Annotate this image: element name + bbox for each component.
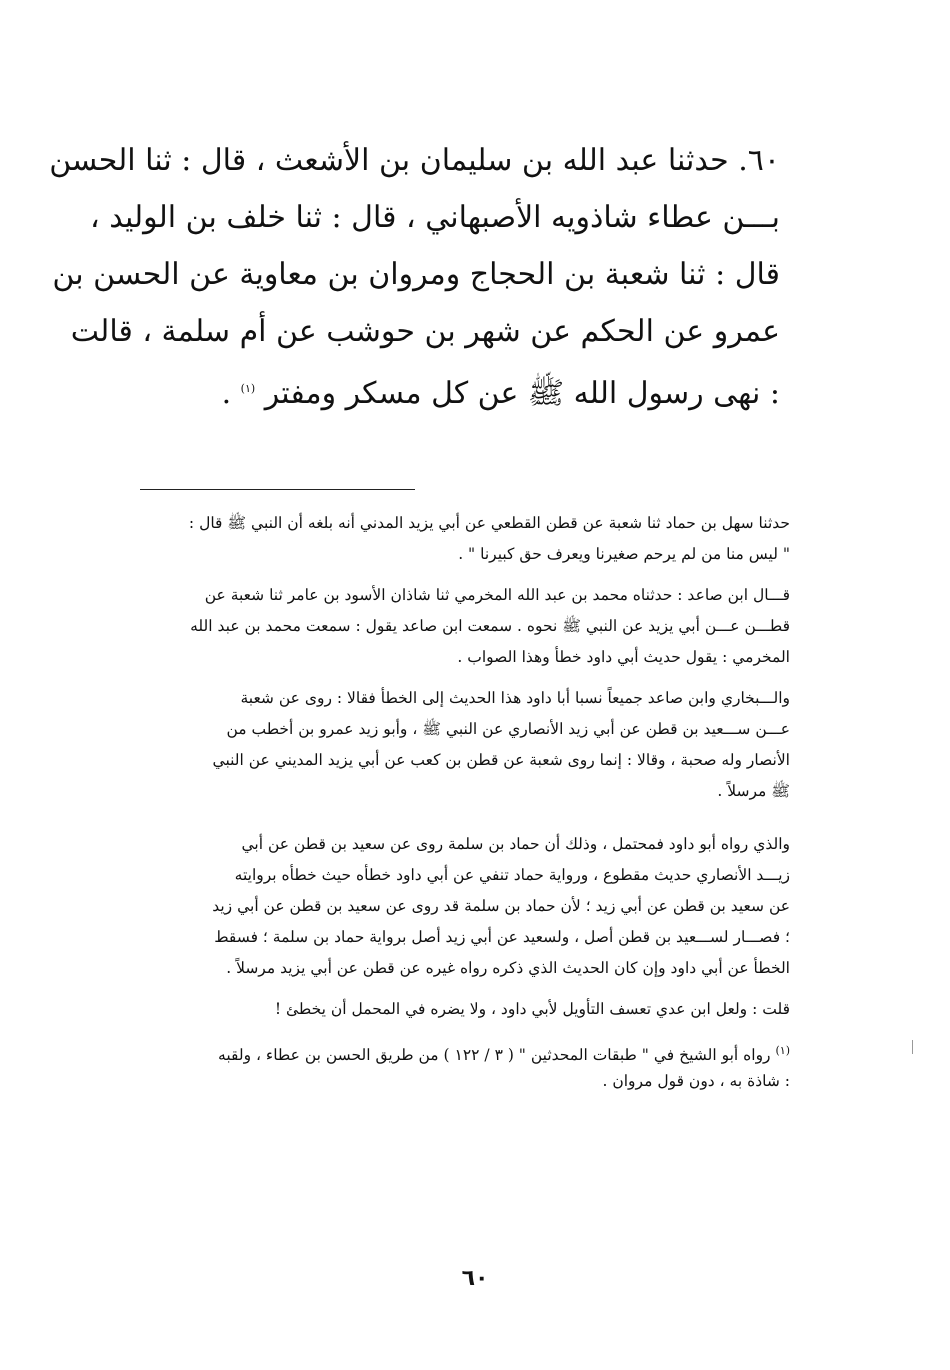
footnote-marker: (١) bbox=[775, 1044, 790, 1057]
note-line: والـــبخاري وابن صاعد جميعاً نسبا أبا داود هذا الحديث إلى الخطأ فقالا : روى عن شعبة bbox=[240, 689, 790, 707]
page-number: ٦٠ bbox=[461, 1266, 489, 1291]
note-paragraph-3 bbox=[130, 683, 790, 807]
footnotes bbox=[130, 508, 790, 1107]
note-line: حدثنا سهل بن حماد ثنا شعبة عن قطن القطعي عن أبي يزيد المدني أنه بلغه أن النبي ﷺ قال : bbox=[188, 514, 790, 532]
main-line-4: عمرو عن الحكم عن شهر بن حوشب عن أم سلمة ، قالت bbox=[70, 314, 780, 349]
main-line-5-text: : نهى رسول الله ﷺ عن كل مسكر ومفتر bbox=[264, 376, 780, 411]
note-paragraph-2 bbox=[130, 580, 790, 673]
note-line: المخرمي : يقول حديث أبي داود خطأ وهذا الصواب . bbox=[457, 648, 790, 666]
note-line: الأنصار وله صحبة ، وقالا : إنما روى شعبة عن قطن بن كعب عن أبي يزيد المديني عن النبي bbox=[212, 751, 790, 769]
note-line: والذي رواه أبو داود فمحتمل ، وذلك أن حماد بن سلمة روى عن سعيد بن قطن عن أبي bbox=[241, 835, 790, 853]
note-paragraph-1 bbox=[130, 508, 790, 570]
main-line-3: قال : ثنا شعبة بن الحجاج ومروان بن معاوية عن الحسن بن bbox=[52, 257, 780, 292]
hadith-text bbox=[49, 132, 780, 417]
main-line-1: ٦٠. حدثنا عبد الله بن سليمان بن الأشعث ، قال : ثنا الحسن bbox=[49, 143, 780, 178]
note-line: قلت : ولعل ابن عدي تعسف التأويل لأبي داود ، ولا يضره في المحمل أن يخطئ ! bbox=[274, 1000, 790, 1018]
note-line: " ليس منا من لم يرحم صغيرنا ويعرف حق كبيرنا " . bbox=[458, 545, 790, 563]
main-line-2: بـــن عطاء شاذويه الأصبهاني ، قال : ثنا خلف بن الوليد ، bbox=[90, 200, 780, 235]
note-line: ﷺ مرسلاً . bbox=[717, 782, 790, 800]
note-line: الخطأ عن أبي داود وإن كان الحديث الذي ذكره رواه غيره عن قطن عن أبي يزيد مرسلاً . bbox=[226, 959, 790, 977]
footnote-reference: (١) bbox=[240, 382, 256, 395]
main-line-5-end: . bbox=[221, 376, 232, 411]
footnote-text: رواه أبو الشيخ في " طبقات المحدثين " ( ٣ / ١٢٢ ) من طريق الحسن بن عطاء ، ولقبه bbox=[218, 1046, 771, 1065]
footnote-line: : شاذة به ، دون قول مروان . bbox=[602, 1072, 790, 1090]
footnote-line bbox=[130, 1035, 790, 1066]
footnote-1 bbox=[130, 1035, 790, 1097]
main-line-5 bbox=[128, 360, 780, 417]
note-line: عن سعيد بن قطن عن أبي زيد ؛ لأن حماد بن سلمة قد روى عن سعيد بن قطن عن أبي زيد bbox=[212, 897, 790, 915]
note-line: قطـــن عـــن أبي يزيد عن النبي ﷺ نحوه . سمعت ابن صاعد يقول : سمعت محمد بن عبد الله bbox=[190, 617, 790, 635]
note-line: زيـــد الأنصاري حديث مقطوع ، ورواية حماد تنفي عن أبي داود خطأه حيث خطأه بروايته bbox=[234, 866, 790, 884]
margin-mark bbox=[912, 1040, 913, 1054]
note-paragraph-5 bbox=[130, 994, 790, 1025]
note-line: عـــن ســـعيد بن قطن عن أبي زيد الأنصاري عن النبي ﷺ ، وأبو زيد عمرو بن أخطب من bbox=[226, 720, 790, 738]
note-line: ؛ فصـــار لســـعيد بن قطن أصل ، ولسعيد عن أبي زيد أصل برواية حماد بن سلمة ؛ فسقط bbox=[214, 928, 790, 946]
note-paragraph-4 bbox=[130, 829, 790, 984]
footnote-divider bbox=[140, 489, 415, 490]
note-line: قـــال ابن صاعد : حدثناه محمد بن عبد الله المخرمي ثنا شاذان الأسود بن عامر ثنا شعبة عن bbox=[204, 586, 790, 604]
paragraph-gap bbox=[130, 817, 790, 829]
